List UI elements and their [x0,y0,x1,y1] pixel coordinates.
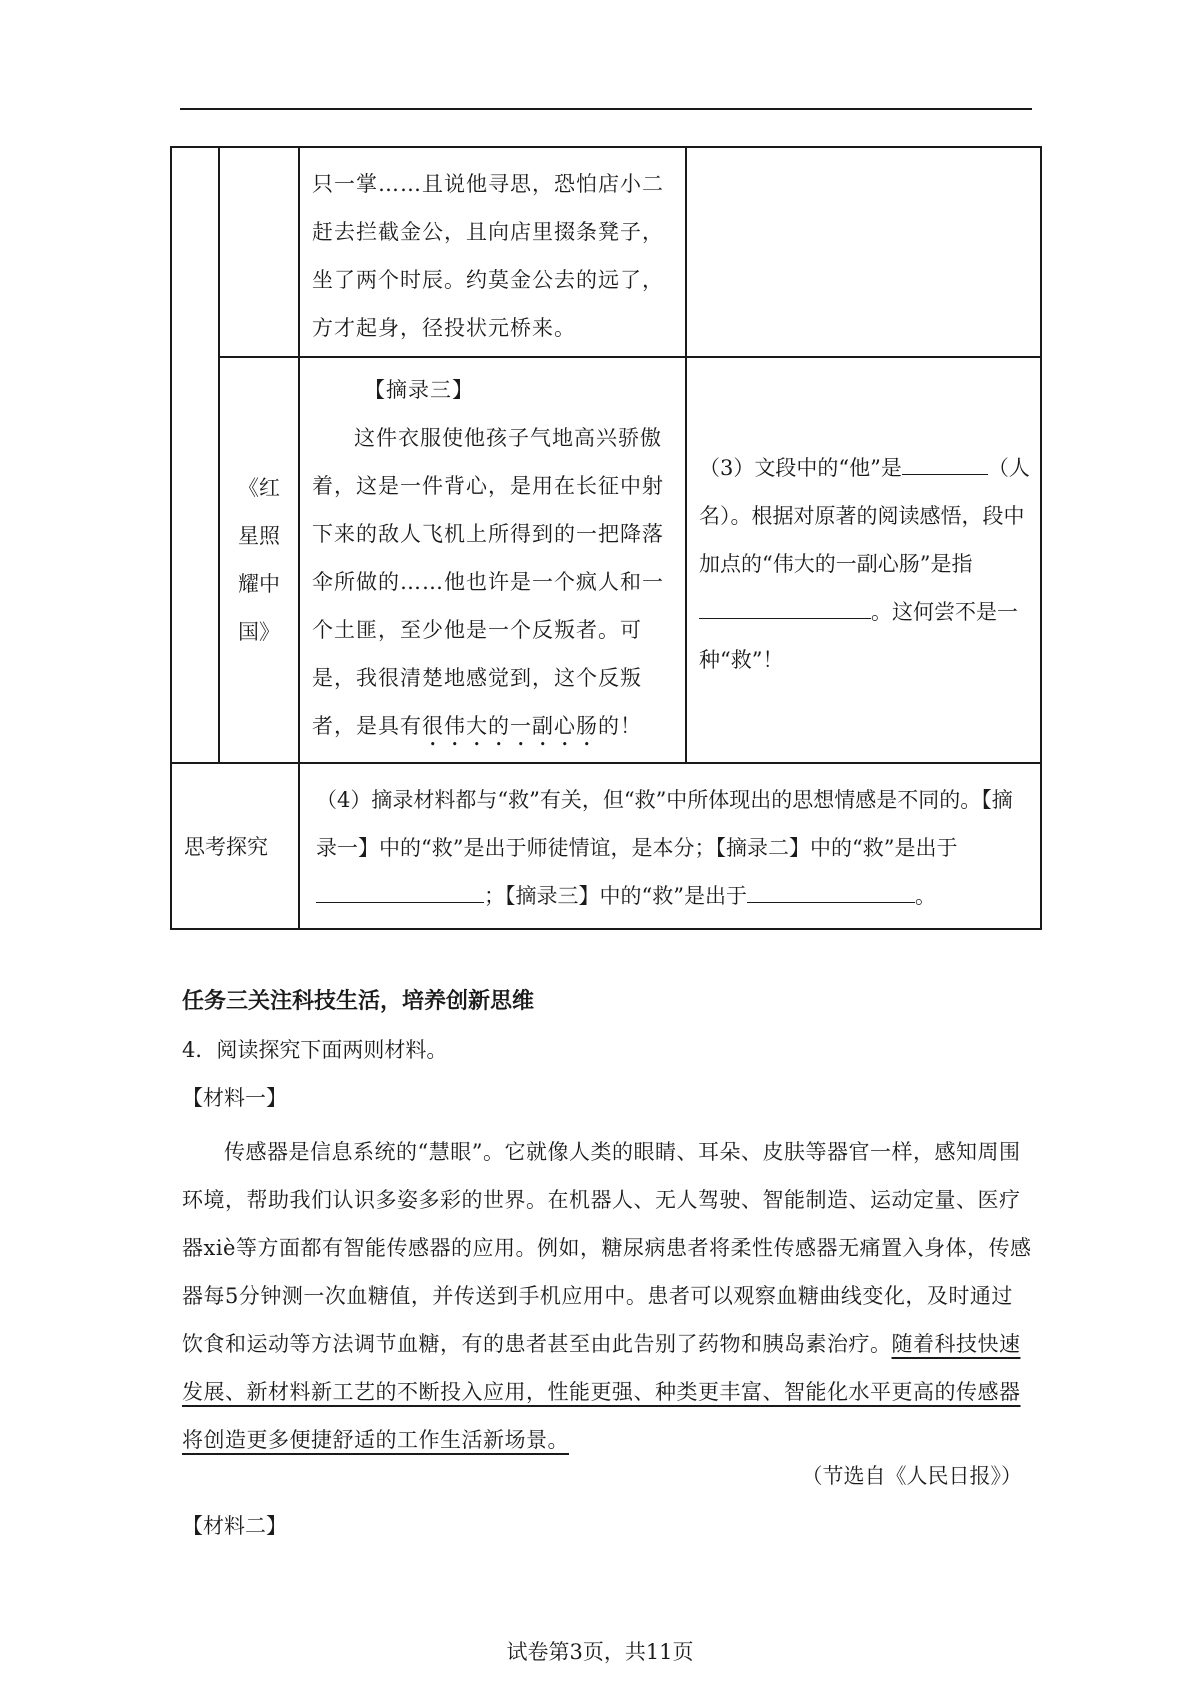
material-1-label: 【材料一】 [182,1086,287,1110]
q3-text-2: （人名）。根据对原著的阅读感悟，段中加点的“伟大的一副心肠”是指 [699,456,1030,576]
q4-text-1: （4）摘录材料都与“救”有关，但“救”中所体现出的思想情感是不同的。【摘录一】中的“救”是出于师徒情谊，是本分；【摘录二】中的“救”是出于 [316,788,1013,860]
book-title: 《红星照耀中国》 [238,476,280,644]
excerpt-top-cell [299,147,686,357]
source-citation: （节选自《人民日报》） [801,1464,1022,1488]
excerpt-three-body [312,414,675,751]
table-row [171,147,1041,357]
answer-cell-empty [686,147,1041,357]
page-footer: 试卷第3页，共11页 [506,1640,694,1664]
question-4-cell [299,763,1041,929]
question-3-cell [686,357,1041,763]
answer-blank-name[interactable] [902,453,988,475]
section-column [171,147,219,763]
excerpt-top-text: 只一掌……且说他寻思，恐怕店小二赶去拦截金公，且向店里掇条凳子，坐了两个时辰。约莫金公去的远了，方才起身，径投状元桥来。 [312,172,664,340]
excerpt-three-cell [299,357,686,763]
material-2-label: 【材料二】 [182,1514,287,1538]
answer-blank-meaning[interactable] [699,597,871,619]
think-label: 思考探究 [171,763,299,929]
q4-text-2: ；【摘录三】中的“救”是出于 [484,884,747,908]
excerpt-three-end: 的！ [598,714,642,738]
q3-text-3: 。这何尝不是一种“救”！ [699,600,1018,672]
q3-text-1: （3）文段中的“他”是 [699,456,902,480]
task-title: 任务三关注科技生活，培养创新思维 [182,989,535,1014]
header-rule [180,108,1032,110]
material-1-passage [182,1128,1034,1464]
question-4-prompt: 4．阅读探究下面两则材料。 [182,1038,448,1062]
material-1-underlined: 随着科技快速发展、新材料新工艺的不断投入应用，性能更强、种类更丰富、智能化水平更高的传感器将创造更多便捷舒适的工作生活新场景。 [182,1332,1021,1452]
material-1-text: 传感器是信息系统的“慧眼”。它就像人类的眼睛、耳朵、皮肤等器官一样，感知周围环境，帮助我们认识多姿多彩的世界。在机器人、无人驾驶、智能制造、运动定量、医疗器xiè等方面都有智能传感器的应用。例如，糖尿病患者将柔性传感器无痛置入身体，传感器每5分钟测一次血糖值，并传送到手机应用中。患者可以观察血糖曲线变化，及时通过饮食和运动等方法调节血糖，有的患者甚至由此告别了药物和胰岛素治疗。 [182,1140,1032,1356]
dotted-phrase: 很伟大的一副心肠 [422,714,598,738]
excerpt-three-heading: 【摘录三】 [364,378,474,402]
excerpt-three [300,358,685,762]
answer-blank-excerpt2[interactable] [316,881,484,903]
excerpt-three-text: 这件衣服使他孩子气地高兴骄傲着，这是一件背心，是用在长征中射下来的敌人飞机上所得到的一把降落伞所做的……他也许是一个疯人和一个土匪，至少他是一个反叛者。可是，我很清楚地感觉到，这个反叛者，是具有 [312,426,664,738]
book-cell [219,357,299,763]
table-row [171,357,1041,763]
q4-text-3: 。 [914,884,936,908]
book-cell-empty [219,147,299,357]
reading-table [170,146,1042,930]
question-3 [687,358,1040,684]
answer-blank-excerpt3[interactable] [747,881,915,903]
question-4 [300,764,1040,928]
table-row [171,763,1041,929]
